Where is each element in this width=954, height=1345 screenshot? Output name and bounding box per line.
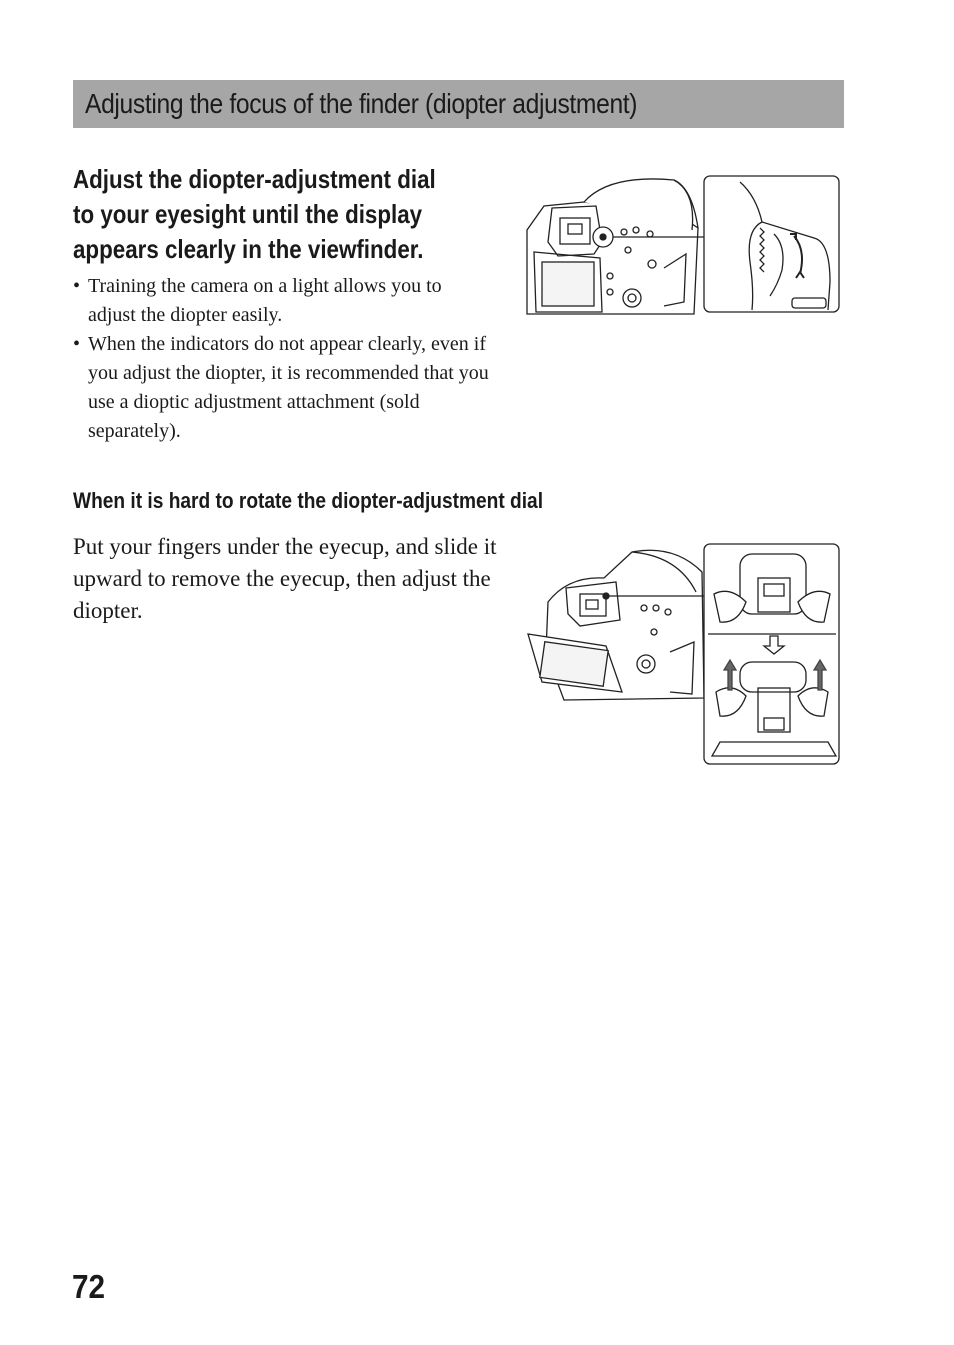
page-number: 72 <box>72 1268 106 1305</box>
section-header-bar <box>73 80 844 128</box>
step-heading <box>73 162 493 267</box>
section-title: Adjusting the focus of the finder (diopter adjustment) <box>85 88 638 119</box>
step-heading-line: Adjust the diopter-adjustment dial <box>73 164 436 194</box>
step-heading-line: appears clearly in the viewfinder. <box>73 234 424 264</box>
step-heading-line: to your eyesight until the display <box>73 199 423 229</box>
tip-item: • Training the camera on a light allows you to adjust the diopter easily. <box>73 272 493 330</box>
body-paragraph: Put your fingers under the eyecup, and slide it upward to remove the eyecup, then adjust the diopter. <box>73 534 497 623</box>
diopter-dial-illustration <box>524 172 842 316</box>
tips-list <box>73 272 493 446</box>
tip-item: • When the indicators do not appear clearly, even if you adjust the diopter, it is recommended that you use a dioptic adjustment attachment (sold separately). <box>73 330 493 446</box>
sub-heading: When it is hard to rotate the diopter-adjustment dial <box>73 488 544 513</box>
eyecup-removal-illustration <box>524 542 842 766</box>
